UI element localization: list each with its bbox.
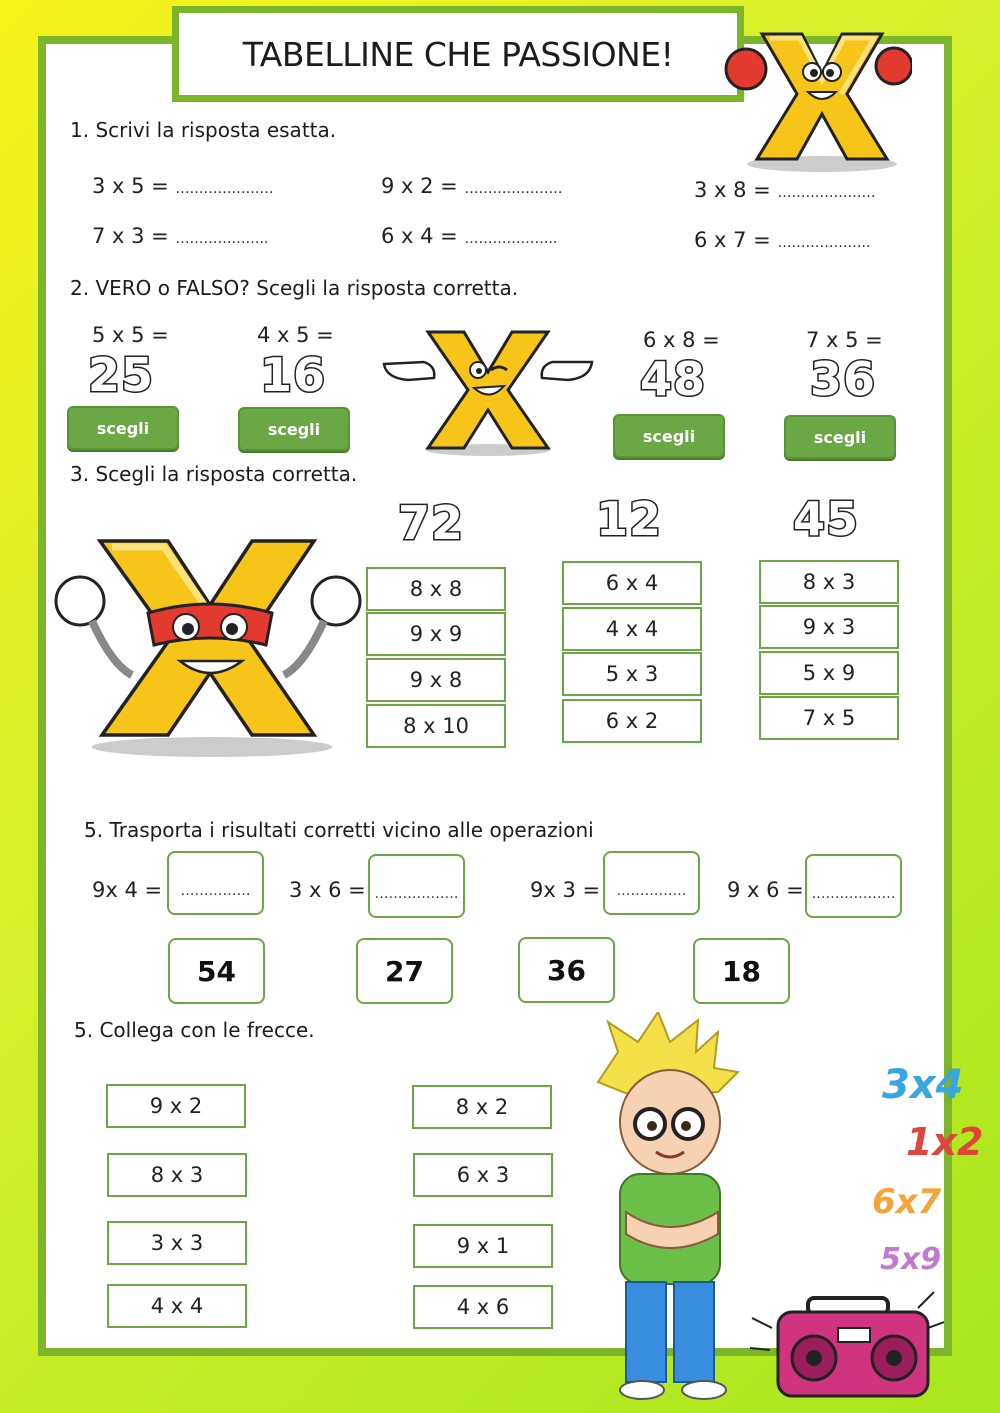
s2-value-4: 36 (810, 352, 877, 406)
s2-value-2: 16 (260, 348, 327, 402)
s3-g3-option-4[interactable]: 7 x 5 (759, 696, 899, 740)
s2-op-3: 6 x 8 = (643, 328, 720, 352)
s4-op-1: 9x 4 = (92, 878, 163, 902)
s5-right-item-4[interactable]: 4 x 6 (413, 1285, 553, 1329)
s2-op-4: 7 x 5 = (806, 328, 883, 352)
s1-blank-1[interactable]: ………………… (175, 181, 274, 197)
s2-choose-button-4[interactable]: scegli (784, 415, 896, 459)
sticker-1x2: 1x2 (906, 1120, 984, 1164)
s4-drop-blank-3: …………… (616, 883, 687, 899)
s1-eq-5 (381, 224, 557, 248)
s5-right-item-3[interactable]: 9 x 1 (413, 1224, 553, 1268)
s3-g2-option-3[interactable]: 5 x 3 (562, 652, 702, 696)
s1-eq-1 (92, 174, 273, 198)
s3-target-3: 45 (793, 492, 860, 546)
s4-drop-target-3[interactable] (603, 851, 700, 915)
s3-g3-option-3[interactable]: 5 x 9 (759, 651, 899, 695)
s1-op-1: 3 x 5 = (92, 174, 169, 198)
s1-eq-4 (92, 224, 268, 248)
s1-op-6: 6 x 7 = (694, 228, 771, 252)
s3-g2-option-4[interactable]: 6 x 2 (562, 699, 702, 743)
s2-value-1: 25 (88, 348, 155, 402)
s2-op-2: 4 x 5 = (257, 323, 334, 347)
s3-g1-option-3[interactable]: 9 x 8 (366, 658, 506, 702)
s5-left-item-4[interactable]: 4 x 4 (107, 1284, 247, 1328)
s1-op-2: 9 x 2 = (381, 174, 458, 198)
page-title: TABELLINE CHE PASSIONE! (242, 34, 674, 74)
s1-op-3: 3 x 8 = (694, 178, 771, 202)
s3-target-2: 12 (596, 492, 663, 546)
section4-heading: 5. Trasporta i risultati corretti vicino alle operazioni (84, 818, 594, 842)
s4-drop-blank-4: ……………… (811, 886, 896, 902)
title-box (172, 6, 744, 102)
s1-eq-3 (694, 178, 875, 202)
s4-draggable-answer-4[interactable]: 18 (693, 938, 790, 1004)
hero-x-mascot-image (52, 535, 364, 760)
section3-heading: 3. Scegli la risposta corretta. (70, 462, 358, 486)
s1-blank-6[interactable]: ……………….. (777, 235, 871, 251)
s4-draggable-answer-1[interactable]: 54 (168, 938, 265, 1004)
s4-op-3: 9x 3 = (530, 878, 601, 902)
s4-draggable-answer-3[interactable]: 36 (518, 937, 615, 1003)
s3-g3-option-2[interactable]: 9 x 3 (759, 605, 899, 649)
pointing-x-mascot-image (376, 322, 600, 458)
sticker-6x7: 6x7 (872, 1182, 942, 1222)
s5-left-item-1[interactable]: 9 x 2 (106, 1084, 246, 1128)
boxing-x-mascot-image (722, 14, 912, 174)
s5-right-item-2[interactable]: 6 x 3 (413, 1153, 553, 1197)
s5-left-item-3[interactable]: 3 x 3 (107, 1221, 247, 1265)
s1-eq-6 (694, 228, 870, 252)
s4-op-2: 3 x 6 = (289, 878, 366, 902)
s3-g3-option-1[interactable]: 8 x 3 (759, 560, 899, 604)
s4-drop-blank-2: ……………… (374, 886, 459, 902)
s2-value-3: 48 (640, 352, 707, 406)
s1-eq-2 (381, 174, 562, 198)
s3-g1-option-2[interactable]: 9 x 9 (366, 612, 506, 656)
s1-blank-4[interactable]: ……………….. (175, 231, 269, 247)
s4-op-4: 9 x 6 = (727, 878, 804, 902)
s5-right-item-1[interactable]: 8 x 2 (412, 1085, 552, 1129)
section5-heading: 5. Collega con le frecce. (74, 1018, 315, 1042)
s5-left-item-2[interactable]: 8 x 3 (107, 1153, 247, 1197)
boombox-image (748, 1288, 944, 1406)
s4-drop-blank-1: …………… (180, 883, 251, 899)
s1-op-4: 7 x 3 = (92, 224, 169, 248)
sticker-3x4: 3x4 (882, 1062, 964, 1108)
s2-choose-button-3[interactable]: scegli (613, 414, 725, 458)
s2-op-1: 5 x 5 = (92, 323, 169, 347)
s4-draggable-answer-2[interactable]: 27 (356, 938, 453, 1004)
s3-g1-option-4[interactable]: 8 x 10 (366, 704, 506, 748)
s3-g2-option-1[interactable]: 6 x 4 (562, 561, 702, 605)
s2-choose-button-1[interactable]: scegli (67, 406, 179, 450)
s3-g2-option-2[interactable]: 4 x 4 (562, 607, 702, 651)
s2-choose-button-2[interactable]: scegli (238, 407, 350, 451)
s1-blank-3[interactable]: ………………… (777, 185, 876, 201)
s1-op-5: 6 x 4 = (381, 224, 458, 248)
section1-heading: 1. Scrivi la risposta esatta. (70, 118, 337, 142)
s1-blank-5[interactable]: ……………….. (464, 231, 558, 247)
s4-drop-target-4[interactable] (805, 854, 902, 918)
s4-drop-target-2[interactable] (368, 854, 465, 918)
section2-heading: 2. VERO o FALSO? Scegli la risposta corretta. (70, 276, 519, 300)
s3-g1-option-1[interactable]: 8 x 8 (366, 567, 506, 611)
s4-drop-target-1[interactable] (167, 851, 264, 915)
s3-target-1: 72 (398, 496, 465, 550)
sticker-5x9: 5x9 (880, 1242, 942, 1277)
s1-blank-2[interactable]: ………………… (464, 181, 563, 197)
